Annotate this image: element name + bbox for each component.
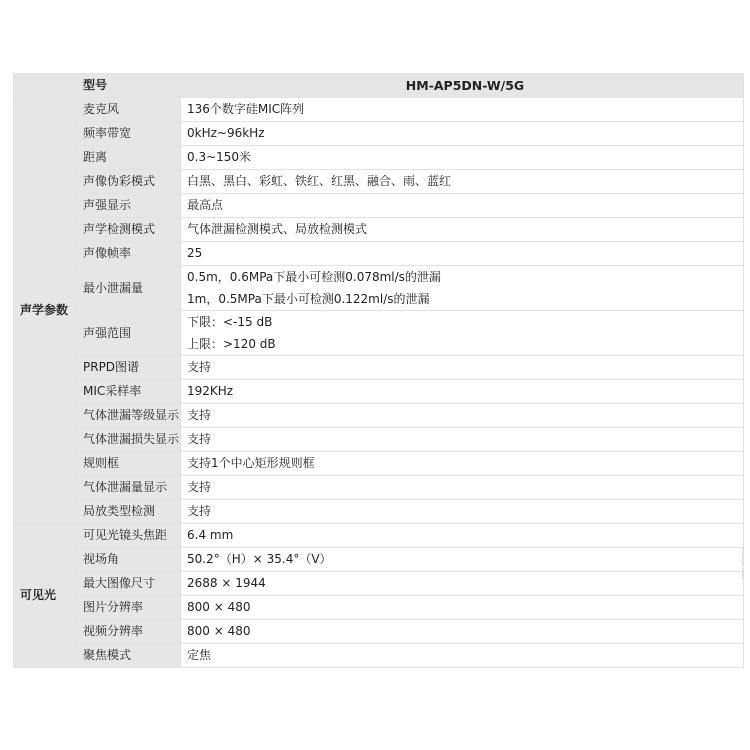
- spec-value: 6.4 mm: [181, 524, 744, 548]
- spec-key: 最小泄漏量: [77, 266, 181, 311]
- spec-value: 气体泄漏检测模式、局放检测模式: [181, 218, 744, 242]
- table-row: [14, 524, 744, 548]
- table-row: [14, 311, 744, 356]
- table-row: [14, 500, 744, 524]
- spec-key: 规则框: [77, 452, 181, 476]
- spec-value-line: 0.5m，0.6MPa下最小可检测0.078ml/s的泄漏: [187, 270, 441, 284]
- spec-key: 聚焦模式: [77, 644, 181, 668]
- spec-value-line: 下限：<-15 dB: [187, 315, 273, 329]
- spec-key: 麦克风: [77, 98, 181, 122]
- spec-value: 25: [181, 242, 744, 266]
- spec-value-line: 上限：>120 dB: [187, 337, 276, 351]
- spec-key: 声像伪彩模式: [77, 170, 181, 194]
- table-row: [14, 452, 744, 476]
- table-row: [14, 218, 744, 242]
- spec-table: [13, 73, 744, 668]
- spec-key: 声强显示: [77, 194, 181, 218]
- spec-value: 白黑、黑白、彩虹、铁红、红黑、融合、雨、蓝红: [181, 170, 744, 194]
- table-row: [14, 356, 744, 380]
- spec-value: 支持: [181, 404, 744, 428]
- spec-key: 气体泄漏损失显示: [77, 428, 181, 452]
- spec-key: 声像帧率: [77, 242, 181, 266]
- table-row: [14, 476, 744, 500]
- spec-key: 气体泄漏量显示: [77, 476, 181, 500]
- section-label: 可见光: [14, 524, 77, 668]
- spec-key: MIC采样率: [77, 380, 181, 404]
- spec-key: 最大图像尺寸: [77, 572, 181, 596]
- spec-value: 192KHz: [181, 380, 744, 404]
- spec-value: 支持: [181, 428, 744, 452]
- spec-value: 136个数字硅MIC阵列: [181, 98, 744, 122]
- spec-key: 可见光镜头焦距: [77, 524, 181, 548]
- table-row: [14, 194, 744, 218]
- header-key: 型号: [77, 74, 181, 98]
- spec-value: 50.2°（H）× 35.4°（V）: [181, 548, 744, 572]
- table-row: [14, 620, 744, 644]
- edge-divider: [742, 568, 743, 580]
- spec-key: 视场角: [77, 548, 181, 572]
- spec-value: 0kHz~96kHz: [181, 122, 744, 146]
- spec-key: 声强范围: [77, 311, 181, 356]
- spec-value: 2688 × 1944: [181, 572, 744, 596]
- spec-value-line: 1m，0.5MPa下最小可检测0.122ml/s的泄漏: [187, 292, 430, 306]
- edge-divider: [742, 548, 743, 566]
- table-row: [14, 548, 744, 572]
- spec-value: [181, 311, 744, 356]
- model-name: HM-AP5DN-W/5G: [181, 74, 744, 98]
- table-row: [14, 596, 744, 620]
- table-row: [14, 266, 744, 311]
- table-row: [14, 98, 744, 122]
- spec-value: 定焦: [181, 644, 744, 668]
- table-row: [14, 572, 744, 596]
- spec-value: 800 × 480: [181, 596, 744, 620]
- table-row: [14, 428, 744, 452]
- spec-key: 局放类型检测: [77, 500, 181, 524]
- spec-value: 800 × 480: [181, 620, 744, 644]
- spec-key: 图片分辨率: [77, 596, 181, 620]
- spec-value: [181, 266, 744, 311]
- table-row: [14, 170, 744, 194]
- header-category-cell: [14, 74, 77, 98]
- spec-value: 0.3~150米: [181, 146, 744, 170]
- spec-value: 支持1个中心矩形规则框: [181, 452, 744, 476]
- spec-key: 气体泄漏等级显示: [77, 404, 181, 428]
- spec-value: 支持: [181, 356, 744, 380]
- spec-value: 最高点: [181, 194, 744, 218]
- spec-key: 视频分辨率: [77, 620, 181, 644]
- table-row: [14, 404, 744, 428]
- table-row: [14, 242, 744, 266]
- spec-key: 频率带宽: [77, 122, 181, 146]
- table-row: [14, 644, 744, 668]
- spec-key: 声学检测模式: [77, 218, 181, 242]
- header-row: [14, 74, 744, 98]
- spec-key: PRPD图谱: [77, 356, 181, 380]
- table-row: [14, 122, 744, 146]
- spec-key: 距离: [77, 146, 181, 170]
- table-row: [14, 380, 744, 404]
- table-row: [14, 146, 744, 170]
- spec-value: 支持: [181, 476, 744, 500]
- spec-value: 支持: [181, 500, 744, 524]
- section-label: 声学参数: [14, 98, 77, 524]
